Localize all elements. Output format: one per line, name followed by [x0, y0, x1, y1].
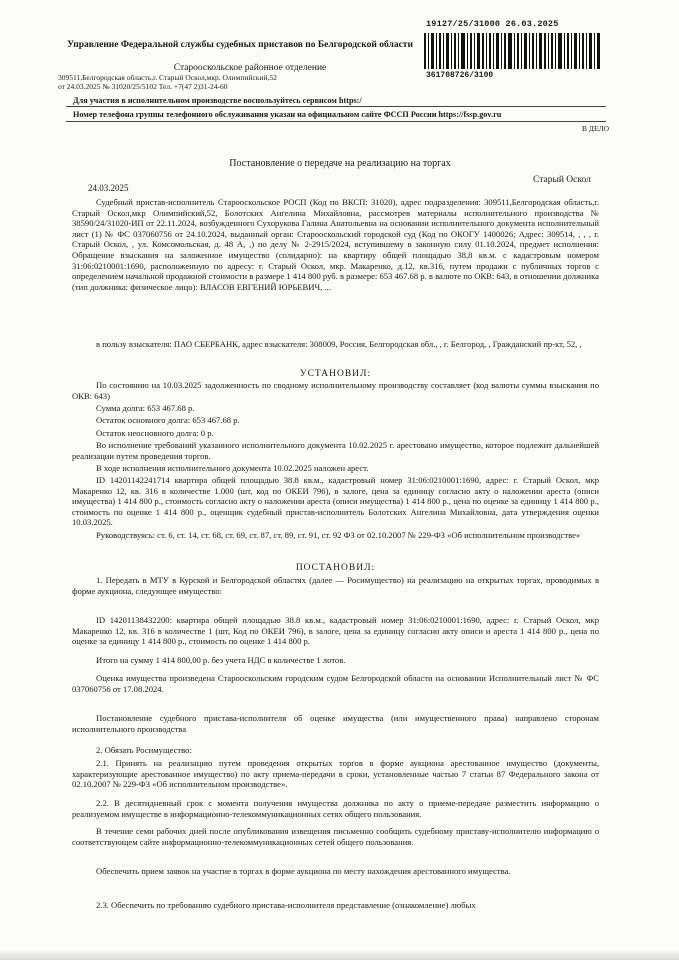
document-date: 24.03.2025: [88, 183, 129, 193]
sent-paragraph: Постановление судебного пристава-исполнителя об оценке имущества (или имущественного права) направлено сторонам исполнительного производства: [72, 713, 599, 734]
debt-main: Остаток основного долга: 653 467.68 р.: [96, 415, 240, 425]
document-title: Постановление о передаче на реализацию на торгах: [229, 158, 451, 169]
status-paragraph: По состоянию на 10.03.2025 задолженность по сводному исполнительному производству составляет (код валюты суммы взыскания по ОКВ: 643): [72, 380, 599, 401]
intro-paragraph: Судебный пристав-исполнитель Старооскольское РОСП (Код по ВКСП: 31020), адрес подразделения: 309511,Белгородская область,г. Старый Оскол,мкр Олимпийский,52, Болотских Ангелина Михайловна, рассмотрев материалы исполнительного производства № 38590/24/31020-ИП от 22.11.2024, возбужденного Сухорукова Галина Анатольевна на основании исполнительного документа исполнительный лист (1) № ФС 037060756 от 24.10.2024, выданный орган: Старооскольский городской суд (Код по ОКОГУ 1400026; Адрес: 309514, , , , г. Старый Оскол, , ул. Комсомольская, д. 48 А, ,) по делу № 2-2915/2024, вступившему в законную силу 01.10.2024, предмет исполнения: Обращение взыскания на заложенное имущество (солидарно): на квартиру общей площадью 38,8 кв.м. с кадастровым номером 31:06:0210001:1690, расположенную по адресу: г. Старый Оскол, мкр. Макаренко, д.12, кв.316, путем продажи с публичных торгов с определением начальной продажной стоимости в размере 1 414 800 руб. в размере: 653 467.68 р. в валюте по ОКВ: 643, в отношении должника (тип должника: физическое лицо): ВЛАСОВ ЕВГЕНИЙ ЮРЬЕВИЧ, ...: [72, 197, 599, 292]
point-1-total: Итого на сумму 1 414 800,00 р. без учета НДС в количестве 1 лотов.: [96, 655, 346, 665]
point-2-3: 2.3. Обеспечить по требованию судебного пристава-исполнителя представление (ознакомление) любых: [96, 900, 476, 910]
arrest-paragraph-2: В ходе исполнения исполнительного документа 10.02.2025 наложен арест.: [96, 463, 369, 473]
item-paragraph: ID 14201142241714 квартира общей площадью 38.8 кв.м., кадастровый номер 31:06:0210001:1690, адрес: г. Старый Оскол, мкр Макаренко 12, кв. 316 в количестве 1.000 (шт, код по ОКЕИ 796), в залоге, цена за единицу согласно акту о наложении ареста (описи имущества) 1 414 800 р., стоимость согласно акту о наложении ареста (описи имущества) 1 414 800 р., цена по оценке за единицу 1 414 800 р., стоимость по оценке 1 414 800 р., оценщик судебный пристав-исполнитель Болотских Ангелина Михайловна, дата утверждения оценки 10.03.2025.: [72, 475, 599, 528]
divider: [66, 106, 606, 107]
point-2-1: 2.1. Принять на реализацию путем проведения открытых торгов в форме аукциона арестованное имущество (документы, характеризующие арестованное имущество) по акту приема-передачи в сроки, установленные частью 7 статьи 87 Федерального закона от 02.10.2007 № 229-ФЗ «Об исполнительном производстве».: [72, 758, 599, 790]
barcode-code: 361708726/3100: [426, 71, 494, 80]
bids-paragraph: Обеспечить прием заявок на участие в торгах в форме аукциона по месту нахождения арестованного имущества.: [96, 866, 511, 876]
heading-resolved: ПОСТАНОВИЛ:: [295, 563, 376, 573]
agency-address: [58, 73, 418, 91]
registration-number: 19127/25/31000 26.03.2025: [426, 19, 559, 29]
claimant-paragraph: в пользу взыскателя: ПАО СБЕРБАНК, адрес взыскателя: 308009, Россия, Белгородская обл., , г. Белгород, , Гражданский пр-кт, 52, ,: [96, 339, 582, 349]
address-line: от 24.03.2025 № 31020/25/5102 Тел. +7(47 2)31-24-60: [58, 82, 228, 92]
service-notice: Для участия в исполнительном производстве воспользуйтесь сервисом https:/: [73, 96, 362, 105]
inform-paragraph: В течение семи рабочих дней после опубликования извещения письменно сообщить судебному приставу-исполнителю информацию о соответствующем сайте информационно-телекоммуникационных сетей общего пользования.: [72, 826, 599, 847]
assessment-paragraph: Оценка имущества произведена Старооскольским городским судом Белгородской области на основании Исполнительный лист № ФС 037060756 от 17.08.2024.: [72, 673, 599, 694]
point-1-item: ID 14201138432200: квартира общей площадью 38.8 кв.м., кадастровый номер 31:06:0210001:1690, адрес: г. Старый Оскол, мкр Макаренко 12, кв. 316 в количестве 1 (шт, Код по ОКЕИ 796), в залоге, цена за единицу согласно акту описи и ареста 1 414 800 р., цена по оценке за единицу 1 414 800 р., стоимость по оценке 1 414 800 р.: [72, 615, 599, 647]
arrest-paragraph: Во исполнение требований указанного исполнительного документа 10.02.2025 г. арестовано имущество, которое подлежит дальнейшей реализации путем проведения торгов.: [72, 440, 599, 461]
barcode-image: [424, 33, 600, 69]
v-delo-stamp: В ДЕЛО: [582, 124, 609, 133]
divider: [66, 121, 606, 122]
document-city: Старый Оскол: [533, 175, 591, 185]
page-edge-shadow: [0, 950, 679, 960]
department-name: Старооскольское районное отделение: [173, 63, 327, 73]
address-line: 309511,Белгородская область,г. Старый Оскол,мкр. Олимпийский,52: [58, 73, 277, 82]
phone-notice: Номер телефона группы телефонного обслуживания указан на официальном сайте ФССП России https://fssp.gov.ru: [73, 110, 502, 119]
debt-nonmain: Остаток неосновного долга: 0 р.: [96, 428, 214, 438]
heading-established: УСТАНОВИЛ:: [299, 369, 372, 379]
guided-paragraph: Руководствуясь: ст. 6, ст. 14, ст. 68, ст. 69, ст. 87, ст. 89, ст. 91, ст. 92 ФЗ от 02.10.2007 № 229-ФЗ «Об исполнительном производстве»: [96, 530, 581, 540]
agency-name: Управление Федеральной службы судебных приставов по Белгородской области: [67, 40, 413, 50]
debt-sum: Сумма долга: 653 467.68 р.: [96, 403, 195, 413]
point-2-2: 2.2. В десятидневный срок с момента получения имущества должника по акту о приеме-передаче разместить информацию о реализуемом имуществе в информационно-телекоммуникационных сетях общего пользования.: [72, 798, 599, 819]
point-1: 1. Передать в МТУ в Курской и Белгородской областях (далее — Росимущество) на реализацию на открытых торгах, проводимых в форме аукциона, следующее имущество:: [72, 575, 599, 596]
point-2: 2. Обязать Росимущество:: [96, 745, 192, 755]
